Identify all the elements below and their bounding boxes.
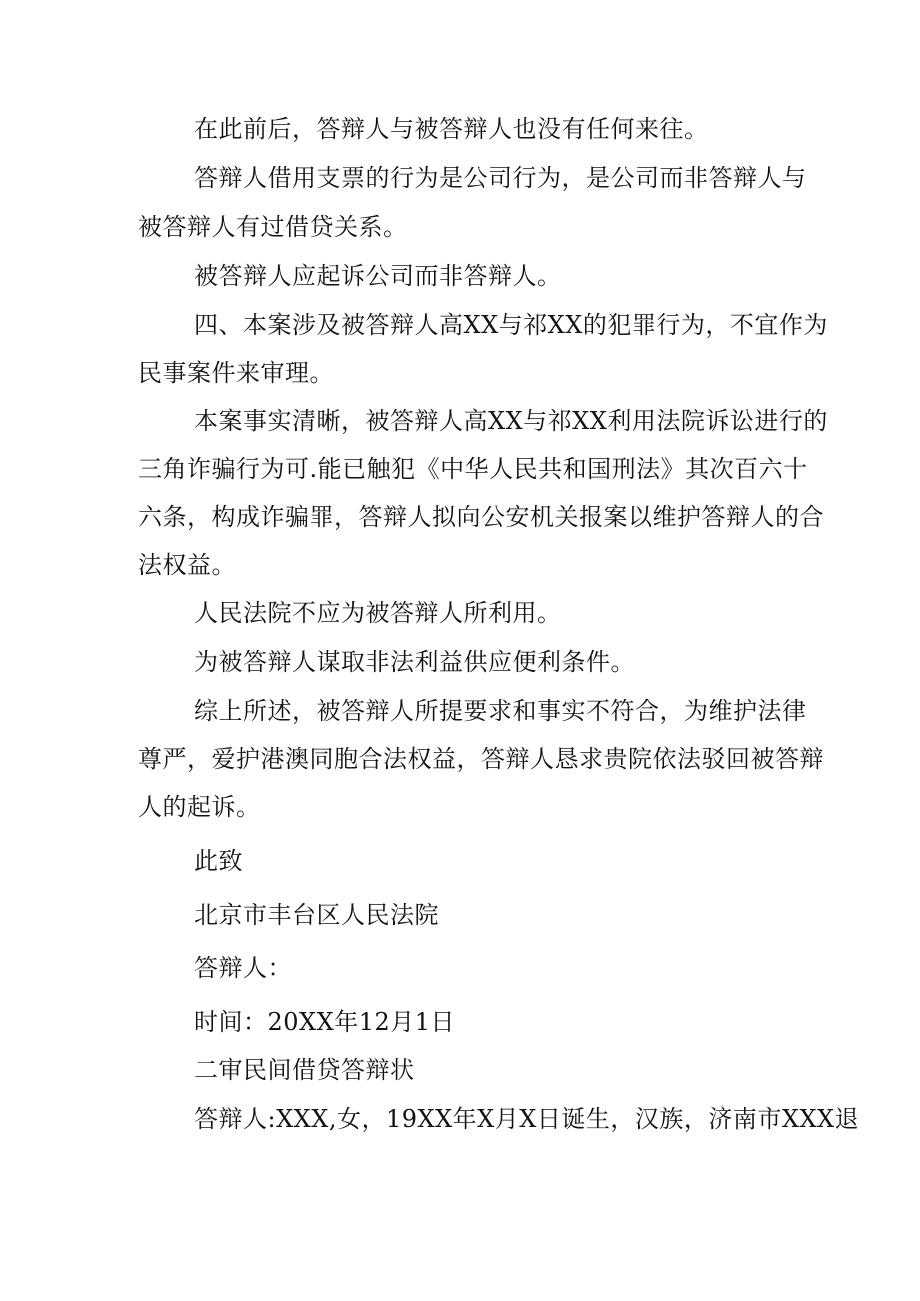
paragraph-line: 在此前后，答辩人与被答辩人也没有任何来往。	[194, 115, 709, 143]
paragraph-line: 被答辩人有过借贷关系。	[138, 213, 408, 241]
paragraph-line: 被答辩人应起诉公司而非答辩人。	[194, 262, 562, 290]
signature-label: 答辩人：	[194, 954, 292, 982]
paragraph-line: 法权益。	[138, 551, 236, 579]
paragraph-line: 答辩人:XXX,女，19XX年X月X日诞生，汉族，济南市XXX退	[194, 1105, 860, 1133]
paragraph-line: 人的起诉。	[138, 793, 261, 821]
court-name: 北京市丰台区人民法院	[194, 901, 439, 929]
paragraph-line: 尊严，爱护港澳同胞合法权益，答辩人恳求贵院依法驳回被答辩	[138, 745, 824, 773]
paragraph-line: 民事案件来审理。	[138, 359, 334, 387]
paragraph-line: 综上所述，被答辩人所提要求和事实不符合，为维护法律	[194, 697, 807, 725]
paragraph-line: 四、本案涉及被答辩人高XX与祁XX的犯罪行为，不宜作为	[194, 311, 828, 339]
paragraph-line: 三角诈骗行为可.能已触犯《中华人民共和国刑法》其次百六十	[138, 455, 808, 483]
salutation: 此致	[194, 847, 243, 875]
paragraph-line: 六条，构成诈骗罪，答辩人拟向公安机关报案以维护答辩人的合	[138, 503, 824, 531]
paragraph-line: 为被答辩人谋取非法利益供应便利条件。	[194, 648, 635, 676]
paragraph-line: 人民法院不应为被答辩人所利用。	[194, 599, 562, 627]
date-line: 时间：20XX年12月1日	[194, 1008, 456, 1036]
section-title: 二审民间借贷答辩状	[194, 1056, 415, 1084]
paragraph-line: 答辩人借用支票的行为是公司行为，是公司而非答辩人与	[194, 164, 807, 192]
paragraph-line: 本案事实清晰，被答辩人高XX与祁XX利用法院诉讼进行的	[194, 407, 828, 435]
